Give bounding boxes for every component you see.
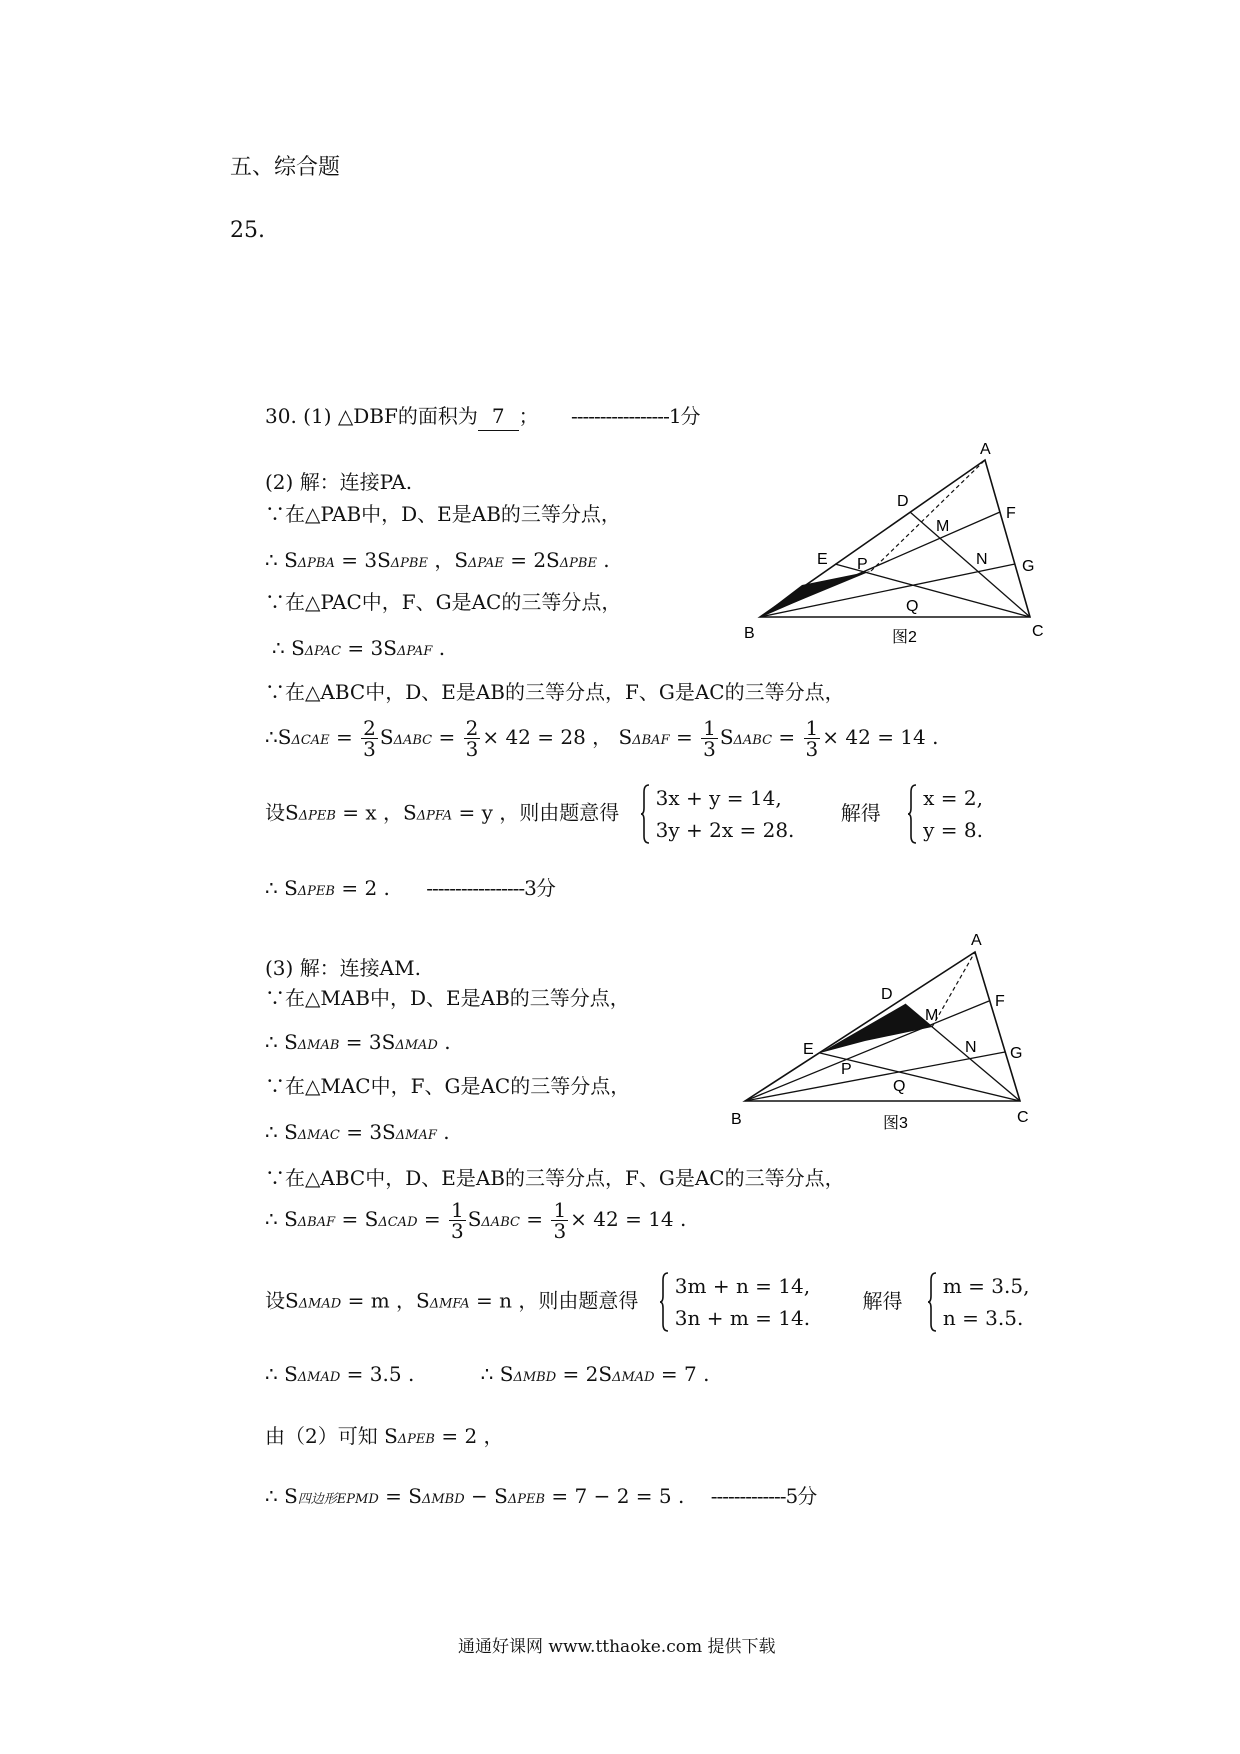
p2-line7 — [265, 718, 938, 759]
p3-l5-s1: ΔMAC — [297, 1128, 340, 1143]
p2-l7-t7: S — [719, 725, 734, 749]
p2-line4: ∵在△PAC中，F、G是AC的三等分点， — [265, 590, 622, 614]
p3-l5-s2: ΔMAF — [395, 1128, 437, 1143]
p2-l8-t3: = y ，则由题意得 — [452, 800, 620, 825]
q30-part1-answer: 7 — [478, 402, 519, 431]
p2-l3-t5: . — [596, 548, 610, 572]
p3-l11-t2: = S — [378, 1484, 422, 1508]
p2-solve-label: 解得 — [840, 800, 881, 825]
fig3-label-a: A — [971, 932, 982, 949]
p3-eq1: 3m + n = 14, — [674, 1274, 811, 1298]
figure-3 — [725, 928, 1055, 1133]
p2-l7-frac3-num: 1 — [703, 716, 716, 740]
p2-l8-t2: = x ，S — [335, 800, 417, 825]
fig2-line-pa-dashed — [871, 460, 985, 571]
p3-l7-t2: = S — [335, 1207, 379, 1231]
p3-l11-s3: ΔPEB — [507, 1492, 546, 1507]
p3-l9-s3: ΔMAD — [612, 1370, 655, 1385]
fig3-label-d: D — [881, 986, 893, 1003]
p3-l7-s3: ΔABC — [481, 1215, 520, 1230]
brace-icon — [640, 784, 650, 844]
p3-sol2: n = 3.5. — [942, 1306, 1024, 1330]
p2-l7-t5: × 42 = 28 ， S — [482, 725, 633, 749]
p3-l10-s1: ΔPEB — [397, 1432, 435, 1447]
p2-l7-frac4-num: 1 — [805, 716, 819, 740]
p2-l7-t1: ∴S — [265, 725, 292, 749]
q30-part1 — [265, 402, 700, 431]
p2-l3-t2: = 3S — [334, 548, 391, 572]
p2-l3-t4: = 2S — [503, 548, 560, 572]
fig3-label-g: G — [1010, 1045, 1023, 1062]
fig3-label-e: E — [803, 1041, 814, 1058]
p3-l5-t2: = 3S — [339, 1120, 396, 1144]
p3-line5 — [265, 1118, 450, 1150]
p2-l3-s3: ΔPAE — [468, 556, 504, 571]
p2-eq1: 3x + y = 14, — [655, 786, 782, 810]
brace-icon — [927, 1272, 937, 1332]
p3-l9-t2: = 3.5 . — [340, 1362, 415, 1386]
fig3-line-bf — [745, 1001, 989, 1101]
fig2-label-b: B — [744, 625, 755, 642]
p2-l8-s1: ΔPEB — [298, 808, 336, 824]
figure-2 — [740, 440, 1060, 655]
p3-line6: ∵在△ABC中，D、E是AB的三等分点，F、G是AC的三等分点， — [265, 1166, 845, 1190]
p2-l7-frac2-num: 2 — [465, 716, 479, 740]
p3-l8-s1: ΔMAD — [298, 1296, 342, 1312]
p2-l5-s2: ΔPAF — [396, 644, 433, 659]
p3-l11-t3: − S — [464, 1484, 508, 1508]
p2-line1: (2) 解：连接PA. — [265, 470, 413, 494]
p3-l3-s1: ΔMAB — [297, 1038, 340, 1053]
fig3-label-n: N — [965, 1039, 977, 1056]
p3-l8-t2: = m ，S — [341, 1288, 430, 1313]
brace-icon — [907, 784, 917, 844]
fig3-label-p: P — [841, 1061, 852, 1078]
p3-line2: ∵在△MAB中，D、E是AB的三等分点， — [265, 986, 630, 1010]
fig2-label-d: D — [897, 493, 909, 510]
p3-sol1: m = 3.5, — [942, 1274, 1030, 1298]
p3-l3-t2: = 3S — [339, 1030, 396, 1054]
p2-l3-t3: ，S — [427, 548, 469, 572]
question-25-number: 25. — [230, 218, 265, 243]
p3-solution-system — [927, 1270, 1030, 1334]
p3-l7-t1: ∴ S — [265, 1207, 298, 1231]
brace-icon — [659, 1272, 669, 1332]
p2-l7-frac3 — [701, 718, 718, 759]
p2-l8-t1: 设S — [265, 800, 299, 825]
fig2-label-n: N — [976, 551, 988, 568]
p3-l7-frac1 — [449, 1200, 466, 1241]
q30-part1-suffix: ； — [518, 404, 539, 428]
p3-l7-t5: = — [519, 1207, 550, 1231]
p2-l7-t2: = — [329, 725, 360, 749]
p2-l7-frac1 — [361, 718, 378, 759]
p2-l5-s1: ΔPAC — [304, 644, 342, 659]
p2-l7-frac4-den: 3 — [805, 737, 819, 761]
p2-l7-s4: ΔABC — [733, 733, 773, 748]
p3-l7-frac2-den: 3 — [553, 1219, 567, 1243]
p2-l7-s2: ΔABC — [393, 733, 433, 748]
p3-l7-frac1-den: 3 — [450, 1219, 464, 1243]
p2-eq2: 3y + 2x = 28. — [655, 818, 795, 842]
p2-line6: ∵在△ABC中，D、E是AB的三等分点，F、G是AC的三等分点， — [265, 680, 845, 704]
fig3-shaded-region — [820, 1004, 932, 1053]
fig3-label-b: B — [731, 1111, 742, 1128]
p2-l3-t1: ∴ S — [265, 548, 298, 572]
p3-l3-t3: . — [437, 1030, 451, 1054]
p3-line8 — [265, 1270, 1029, 1334]
p3-l7-frac2 — [551, 1200, 568, 1241]
p2-l7-frac2 — [464, 718, 481, 759]
p3-line9 — [265, 1360, 710, 1392]
p2-sol1: x = 2, — [923, 786, 983, 810]
p2-l7-t3: S — [379, 725, 394, 749]
p2-l3-s2: ΔPBE — [390, 556, 428, 571]
p3-l7-s2: ΔCAD — [378, 1215, 418, 1230]
p2-line5 — [272, 634, 445, 666]
p3-line3 — [265, 1028, 451, 1060]
fig2-label-g: G — [1022, 558, 1035, 575]
p3-l5-t1: ∴ S — [265, 1120, 298, 1144]
p2-l7-s3: ΔBAF — [632, 733, 670, 748]
p3-l7-frac1-num: 1 — [450, 1198, 464, 1222]
p2-sol2: y = 8. — [923, 818, 983, 842]
fig3-label-q: Q — [893, 1078, 906, 1095]
fig3-label-m: M — [925, 1007, 939, 1024]
section-title: 五、综合题 — [230, 155, 341, 180]
p2-l9-t2: = 2 . — [334, 876, 390, 900]
p2-l7-frac1-num: 2 — [363, 716, 376, 740]
fig3-label-f: F — [995, 993, 1005, 1010]
q30-part1-score: -----------------1分 — [570, 404, 700, 428]
p2-l8-s2: ΔPFA — [416, 808, 453, 824]
p2-l5-t3: . — [432, 636, 446, 660]
p2-line9 — [265, 874, 555, 906]
fig3-label-c: C — [1017, 1109, 1029, 1126]
p3-l7-t6: × 42 = 14 . — [570, 1207, 687, 1231]
p3-l7-s1: ΔBAF — [297, 1215, 336, 1230]
p3-solve-label: 解得 — [862, 1288, 903, 1313]
p3-l7-t3: = — [417, 1207, 447, 1231]
p3-l7-frac2-num: 1 — [553, 1198, 567, 1222]
p3-l11-s2: ΔMBD — [421, 1492, 465, 1507]
p2-l5-t2: = 3S — [341, 636, 397, 660]
p2-l3-s4: ΔPBE — [559, 556, 597, 571]
p3-l10-t1: 由（2）可知 S — [265, 1424, 398, 1448]
p2-l7-frac2-den: 3 — [465, 737, 479, 761]
p2-l7-t8: = — [772, 725, 802, 749]
fig2-label-e: E — [817, 551, 828, 568]
p2-l7-frac1-den: 3 — [363, 737, 376, 761]
p3-l7-t4: S — [467, 1207, 482, 1231]
p3-l9-s2: ΔMBD — [513, 1370, 557, 1385]
p3-l9-t5: = 7 . — [654, 1362, 710, 1386]
p3-line11 — [265, 1482, 816, 1514]
p3-equation-system — [659, 1270, 810, 1334]
p2-l7-t9: × 42 = 14 . — [822, 725, 939, 749]
p3-line10 — [265, 1422, 504, 1454]
p3-line1: (3) 解：连接AM. — [265, 956, 421, 980]
p3-l3-s2: ΔMAD — [395, 1038, 438, 1053]
p3-eq2: 3n + m = 14. — [674, 1306, 811, 1330]
p3-line7 — [265, 1200, 686, 1241]
p2-equation-system — [640, 782, 795, 846]
p2-l7-frac4 — [804, 718, 821, 759]
p2-line2: ∵在△PAB中，D、E是AB的三等分点， — [265, 502, 621, 526]
p3-l8-t1: 设S — [265, 1288, 299, 1313]
p3-l9-t1: ∴ S — [265, 1362, 298, 1386]
footer-text: 通通好课网 www.tthaoke.com 提供下载 — [458, 1637, 776, 1657]
p2-l7-frac3-den: 3 — [703, 737, 716, 761]
fig2-line-bf — [760, 512, 1000, 617]
p3-l10-t2: = 2 ， — [434, 1424, 504, 1448]
p3-l8-s2: ΔMFA — [429, 1296, 470, 1312]
fig2-label-q: Q — [906, 598, 919, 615]
p3-l9-t3: ∴ S — [480, 1362, 514, 1386]
p3-l11-t4: = 7 − 2 = 5 . — [545, 1484, 685, 1508]
fig2-label-p: P — [857, 556, 868, 573]
p3-l3-t1: ∴ S — [265, 1030, 298, 1054]
p2-l7-t4: = — [432, 725, 462, 749]
p2-l5-t1: ∴ S — [272, 636, 305, 660]
fig2-label-a: A — [980, 441, 991, 458]
p3-l8-t3: = n ，则由题意得 — [469, 1288, 639, 1313]
p3-l9-s1: ΔMAD — [297, 1370, 341, 1385]
p2-l7-t6: = — [669, 725, 700, 749]
p2-l9-t1: ∴ S — [265, 876, 298, 900]
p3-score: -------------5分 — [710, 1484, 817, 1508]
fig2-label-f: F — [1006, 505, 1016, 522]
fig3-caption: 图3 — [883, 1115, 908, 1132]
fig2-caption: 图2 — [892, 629, 917, 646]
p2-l3-s1: ΔPBA — [297, 556, 335, 571]
p3-l11-t1: ∴ S — [265, 1484, 298, 1508]
p2-line3 — [265, 546, 610, 578]
p3-line4: ∵在△MAC中，F、G是AC的三等分点， — [265, 1074, 631, 1098]
p2-l9-s1: ΔPEB — [297, 884, 335, 899]
p2-l7-s1: ΔCAE — [291, 733, 330, 748]
fig2-label-c: C — [1032, 623, 1044, 640]
fig2-label-m: M — [936, 518, 950, 535]
p3-l11-s1: 四边形EPMD — [297, 1492, 379, 1507]
p2-score: -----------------3分 — [426, 876, 555, 900]
p3-l9-t4: = 2S — [556, 1362, 613, 1386]
q30-part1-prefix: 30. (1) △DBF的面积为 — [265, 404, 478, 428]
p2-solution-system — [907, 782, 983, 846]
p3-l5-t3: . — [436, 1120, 450, 1144]
p2-line8 — [265, 782, 983, 846]
